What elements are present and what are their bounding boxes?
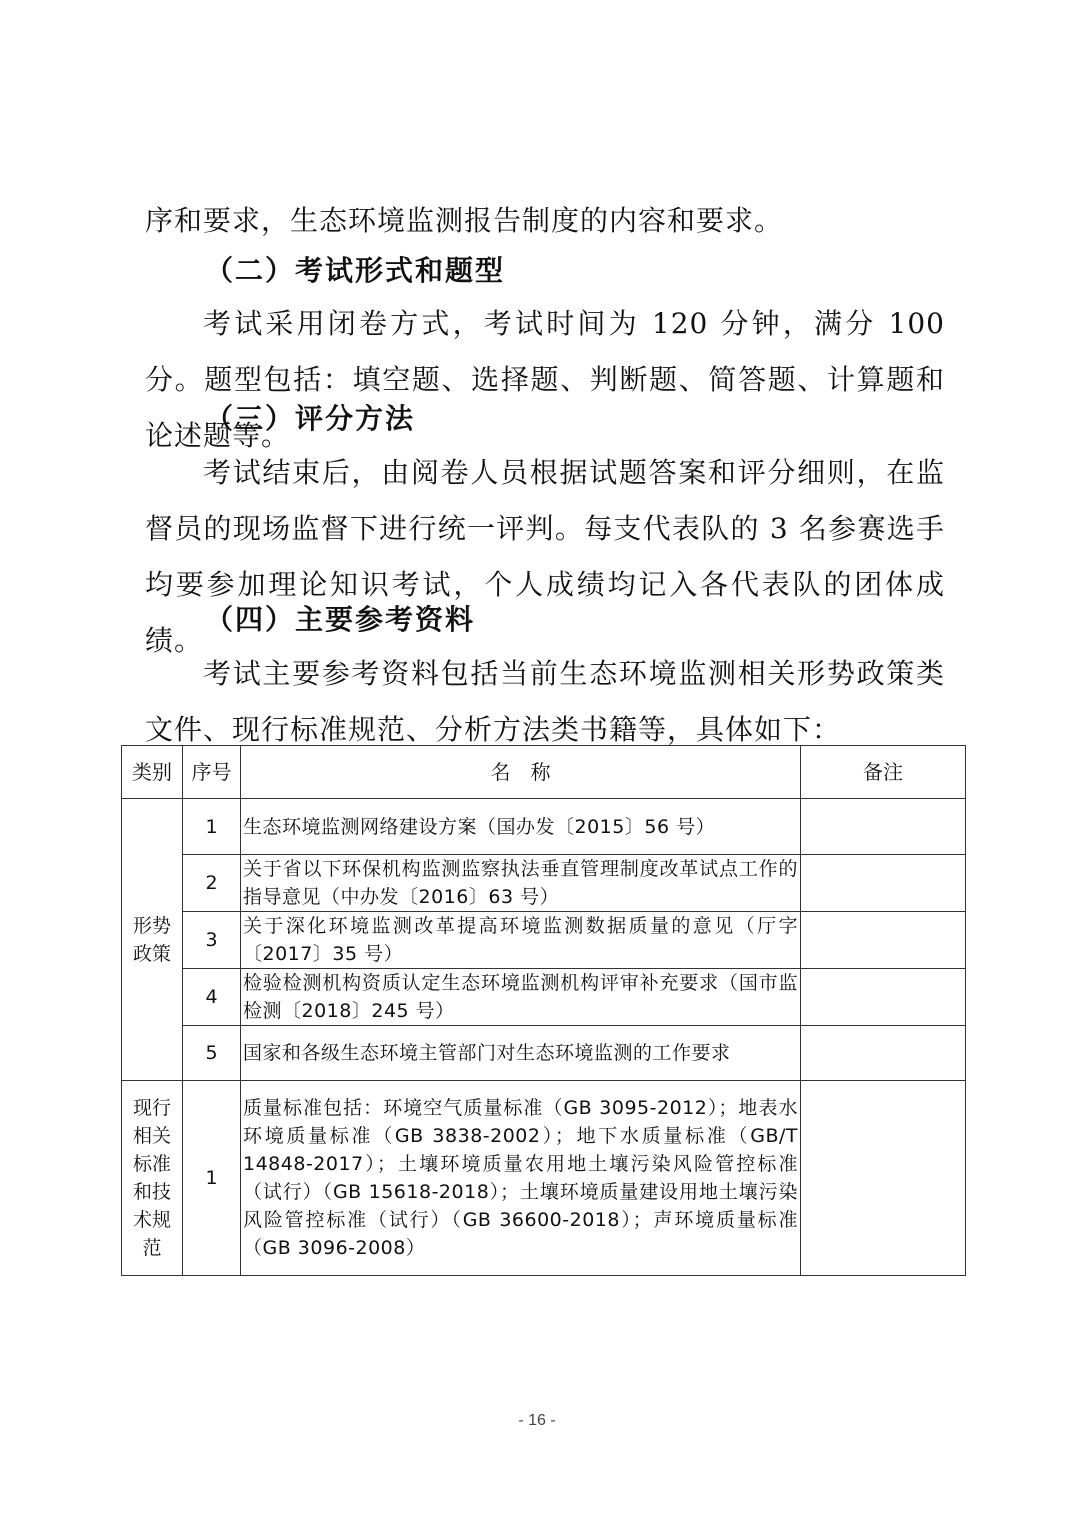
category-cell	[122, 1081, 183, 1276]
section-heading-3: （三）评分方法	[205, 402, 416, 435]
row-note	[801, 855, 966, 912]
category-cell	[122, 799, 183, 1081]
header-name: 名 称	[241, 746, 801, 799]
reference-table	[121, 745, 966, 1276]
table-row	[122, 855, 966, 912]
row-number: 5	[183, 1026, 241, 1081]
header-number: 序号	[183, 746, 241, 799]
row-note	[801, 912, 966, 969]
row-name: 关于深化环境监测改革提高环境监测数据质量的意见（厅字〔2017〕35 号）	[241, 912, 801, 969]
row-number: 1	[183, 799, 241, 855]
table-row	[122, 1026, 966, 1081]
section-heading-4: （四）主要参考资料	[205, 603, 476, 636]
row-name: 国家和各级生态环境主管部门对生态环境监测的工作要求	[241, 1026, 801, 1081]
row-note	[801, 799, 966, 855]
table-header-row	[122, 746, 966, 799]
table-row	[122, 969, 966, 1026]
row-name: 生态环境监测网络建设方案（国办发〔2015〕56 号）	[241, 799, 801, 855]
row-number: 1	[183, 1081, 241, 1276]
category-label: 现行相关标准和技术规范	[132, 1097, 171, 1259]
row-number: 2	[183, 855, 241, 912]
row-name: 检验检测机构资质认定生态环境监测机构评审补充要求（国市监检测〔2018〕245 号）	[241, 969, 801, 1026]
section-heading-2: （二）考试形式和题型	[205, 254, 506, 287]
row-note	[801, 1081, 966, 1276]
body-paragraph-2: 考试采用闭卷方式，考试时间为 120 分钟，满分 100 分。题型包括：填空题、选择题、判断题、简答题、计算题和论述题等。	[145, 307, 945, 452]
body-paragraph-1: 序和要求，生态环境监测报告制度的内容和要求。	[145, 204, 784, 237]
body-paragraph-3: 考试结束后，由阅卷人员根据试题答案和评分细则，在监督员的现场监督下进行统一评判。每支代表队的 3 名参赛选手均要参加理论知识考试，个人成绩均记入各代表队的团体成绩。	[145, 456, 945, 657]
header-note: 备注	[801, 746, 966, 799]
table-row	[122, 1081, 966, 1276]
row-name: 关于省以下环保机构监测监察执法垂直管理制度改革试点工作的指导意见（中办发〔2016〕63 号）	[241, 855, 801, 912]
row-note	[801, 1026, 966, 1081]
row-name: 质量标准包括：环境空气质量标准（GB 3095-2012）；地表水环境质量标准（GB 3838-2002）；地下水质量标准（GB/T 14848-2017）；土壤环境质量农用地土壤污染风险管控标准（试行）（GB 15618-2018）；土壤环境质量建设用地土壤污染风险管控标准（试行）（GB 36600-2018）；声环境质量标准（GB 3096-2008）	[241, 1081, 801, 1276]
table-row	[122, 799, 966, 855]
header-category: 类别	[122, 746, 183, 799]
row-number: 3	[183, 912, 241, 969]
body-paragraph-4: 考试主要参考资料包括当前生态环境监测相关形势政策类文件、现行标准规范、分析方法类书籍等，具体如下：	[145, 657, 945, 746]
row-number: 4	[183, 969, 241, 1026]
page-number: - 16 -	[518, 1412, 556, 1429]
table-row	[122, 912, 966, 969]
category-label: 形势政策	[132, 914, 171, 965]
row-note	[801, 969, 966, 1026]
